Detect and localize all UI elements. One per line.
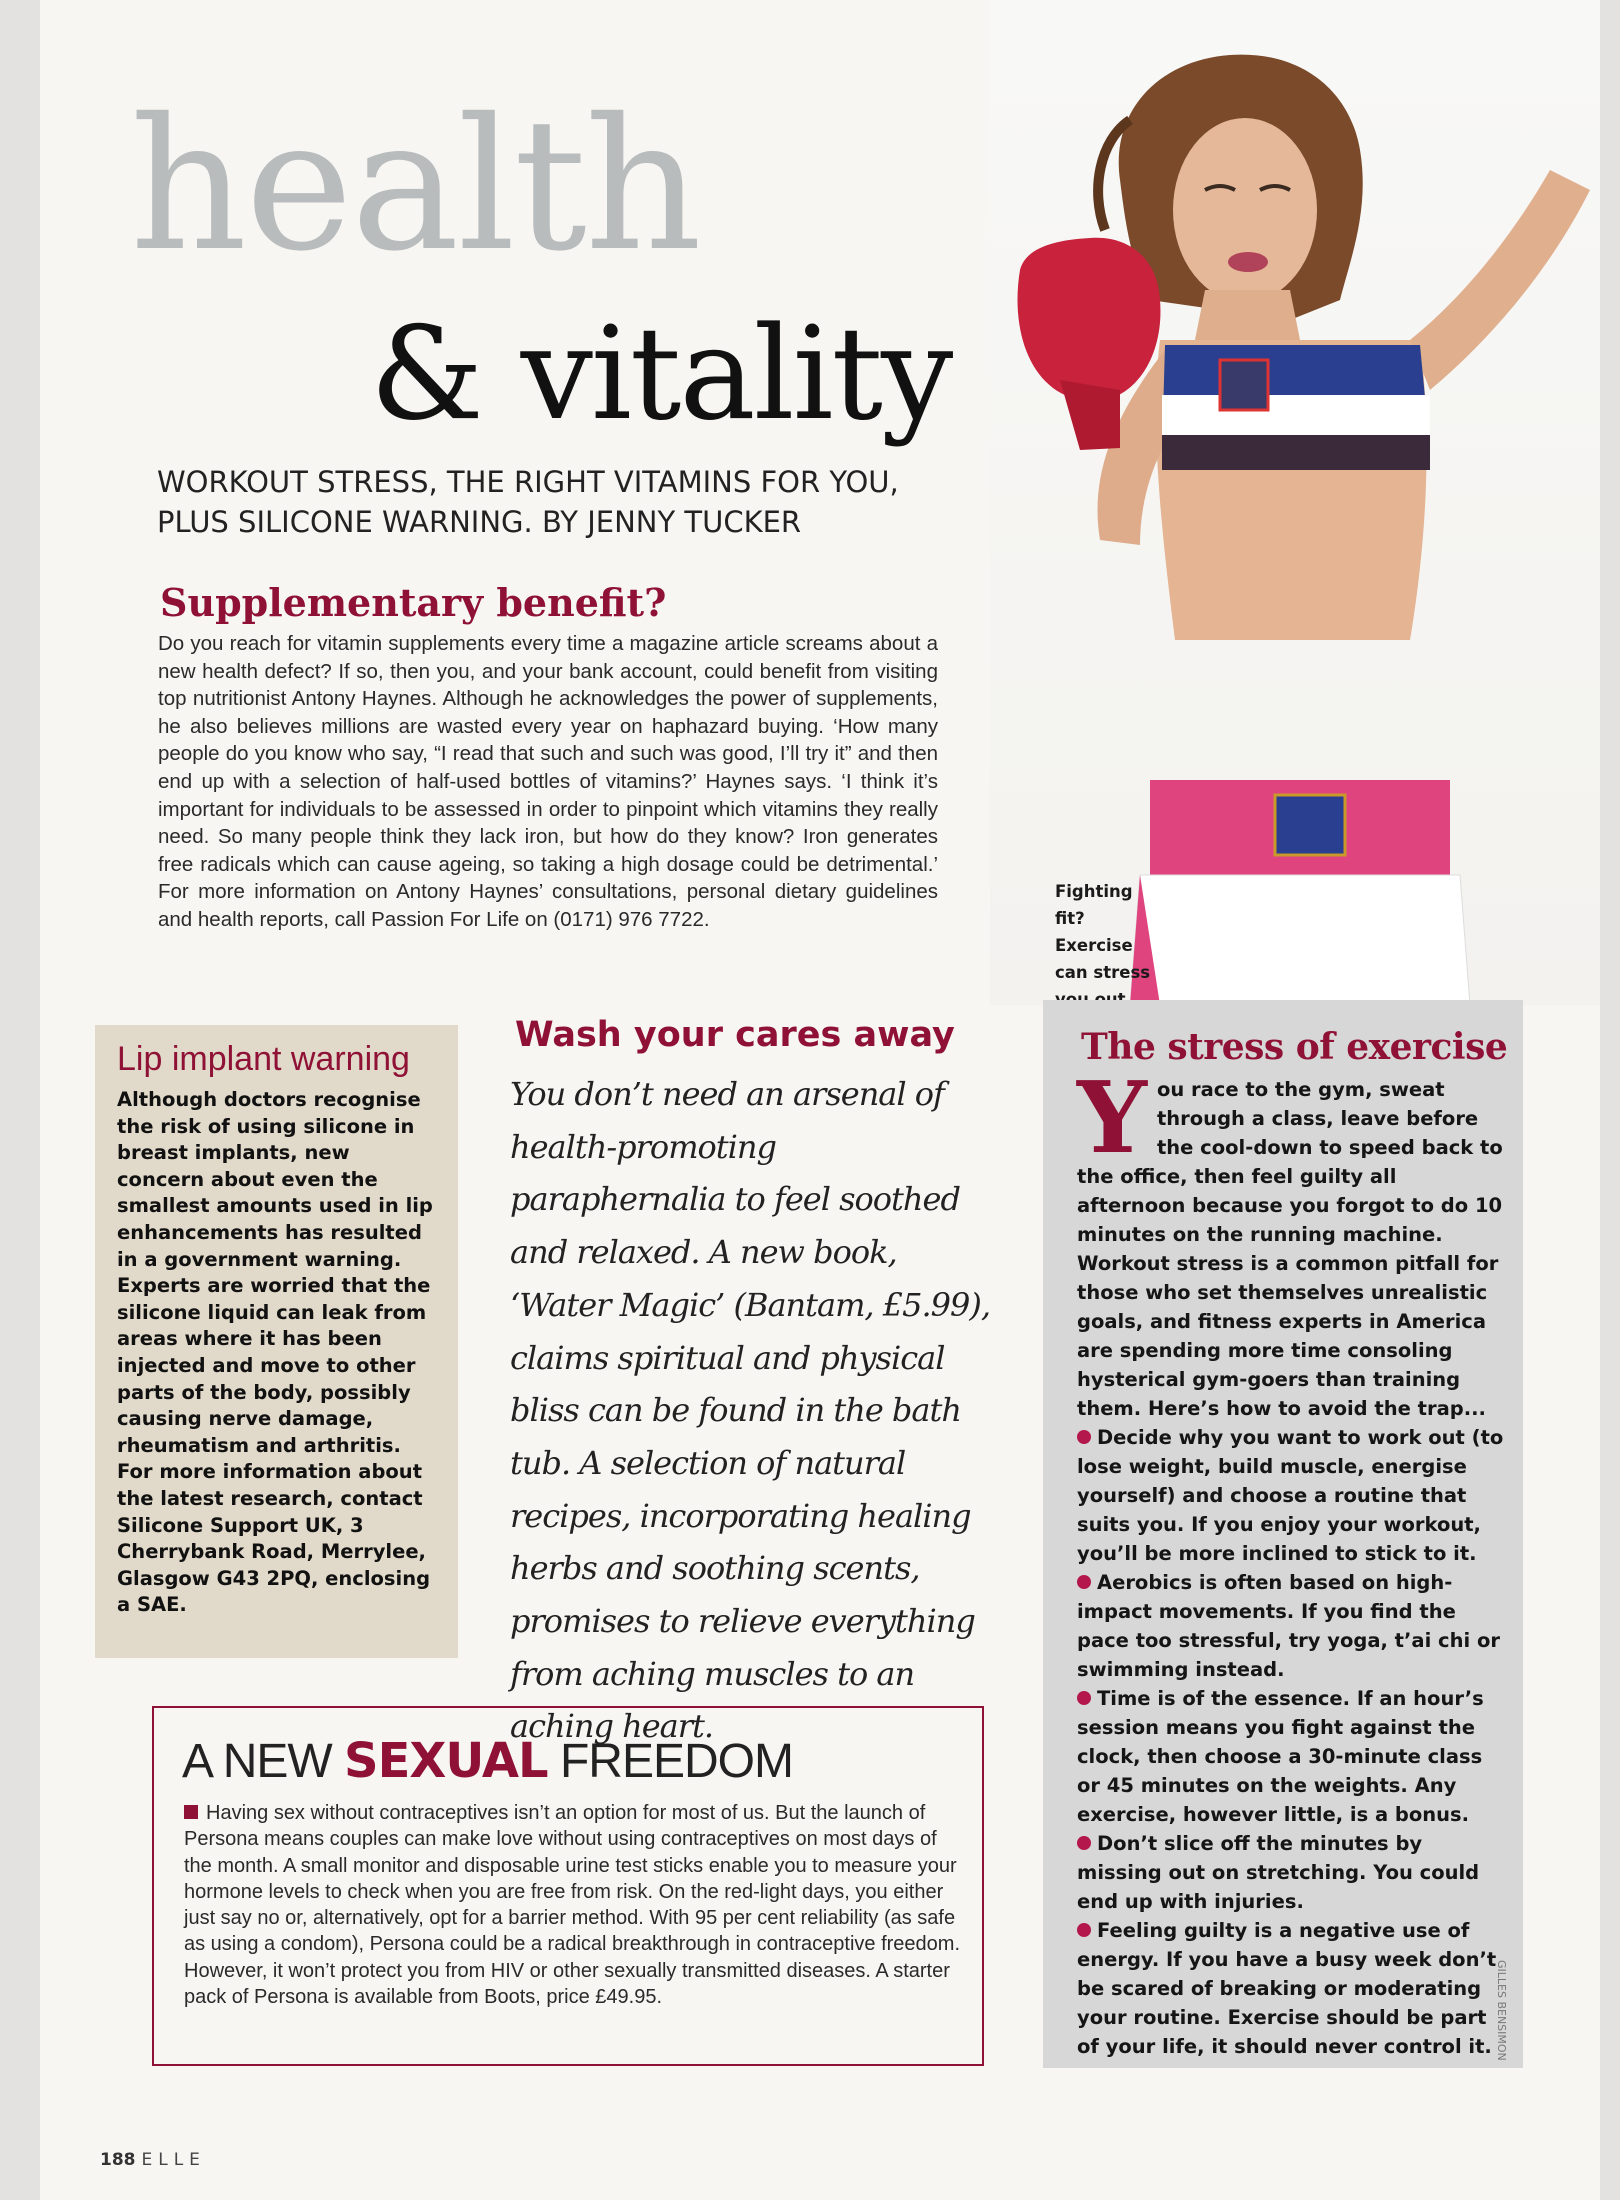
sexual-freedom-text: Having sex without contraceptives isn’t an option for most of us. But the launch of Persona means couples can make love without using contraceptives on most days of the month. A small monitor and disposable urine test sticks enable you to measure your hormone levels to check when you are free from risk. On the red-light days, you either just say no or, alternatively, opt for a barrier method. With 95 per cent reliability (as safe as using a condom), Persona could be a radical breakthrough in contraceptive freedom. However, it won’t protect you from HIV or other sexually transmitted diseases. A starter pack of Persona is available from Boots, price £49.95. [184,1802,961,2009]
boxer-photo [990,0,1600,1005]
magazine-page [40,0,1600,2200]
wash-body: You don’t need an arsenal of health-promoting paraphernalia to feel soothed and relaxed. A new book, ‘Water Magic’ (Bantam, £5.99), claims spiritual and physical bliss can be found in the bath tub. A selection of natural recipes, incorporating healing herbs and soothing scents, promises to relieve everything from aching muscles to an aching heart. [510,1075,991,1746]
stress-heading: The stress of exercise [1081,1026,1508,1068]
boxer-illustration [990,0,1600,1005]
wash-heading: Wash your cares away [515,1015,955,1055]
heading-part-b: SEXUAL [344,1733,548,1789]
bullet-icon [1077,1430,1091,1444]
supplementary-body: Do you reach for vitamin supplements every time a magazine article screams about a new health defect? If so, then you, and your bank account, could benefit from visiting top nutritionist Antony Haynes. Although he acknowledges the power of supplements, he also believes millions are wasted every year on haphazard buying. ‘How many people do you know who say, “I read that such and such was good, I’ll try it” and then end up with a selection of half-used bottles of vitamins?’ Haynes says. ‘I think it’s important for individuals to be assessed in order to pinpoint which vitamins they really need. So many people think they lack iron, but how do they know? Iron generates free radicals which can cause ageing, so taking a high dosage could be detrimental.’ For more information on Antony Haynes’ consultations, personal dietary guidelines and health reports, call Passion For Life on (0171) 976 7722. [158,632,938,931]
page-number: 188 [100,2150,136,2170]
photo-credit: GILLES BENSIMON [1495,1960,1508,2061]
sexual-freedom-box [152,1706,984,2066]
stress-intro: ou race to the gym, sweat through a class, leave before the cool-down to speed back to the office, then feel guilty all afternoon because you forgot to do 10 minutes on the running machine. Workout stress is a common pitfall for those who set themselves unrealistic goals, and fitness experts in America are spending more time consoling hysterical gym-goers than training them. Here’s how to avoid the trap... [1077,1078,1503,1420]
title-health: health [130,79,700,291]
stress-tip: Aerobics is often based on high-impact movements. If you find the pace too stressful, try yoga, t’ai chi or swimming instead. [1077,1571,1500,1681]
stress-of-exercise-box [1043,1000,1523,2068]
square-marker-icon [184,1805,198,1819]
drop-cap: Y [1077,1061,1147,1176]
stress-tip: Feeling guilty is a negative use of energy. If you have a busy week don’t be scared of breaking or moderating your routine. Exercise should be part of your life, it should never control it. [1077,1919,1497,2058]
lip-implant-text: Although doctors recognise the risk of using silicone in breast implants, new concern about even the smallest amounts used in lip enhancements has resulted in a government warning. Experts are worried that the silicone liquid can leak from areas where it has been injected and move to other parts of the body, possibly causing nerve damage, rheumatism and arthritis. [117,1088,433,1457]
title-vitality: & vitality [370,300,952,449]
bullet-icon [1077,1836,1091,1850]
lip-implant-heading: Lip implant warning [117,1040,410,1078]
standfirst: WORKOUT STRESS, THE RIGHT VITAMINS FOR YOU, PLUS SILICONE WARNING. BY JENNY TUCKER [157,465,899,539]
bullet-icon [1077,1575,1091,1589]
stress-body [1077,1061,1505,2061]
lip-implant-body [117,1087,442,1619]
magazine-name: ELLE [141,2150,206,2170]
lip-implant-contact: For more information about the latest research, contact Silicone Support UK, 3 Cherrybank Road, Merrylee, Glasgow G43 2PQ, enclosing a SAE. [117,1460,431,1617]
bullet-icon [1077,1691,1091,1705]
sexual-freedom-heading [182,1733,793,1789]
folio [100,2150,206,2170]
stress-tip: Decide why you want to work out (to lose weight, build muscle, energise yourself) and choose a routine that suits you. If you enjoy your workout, you’ll be more inclined to stick to it. [1077,1426,1504,1565]
photo-caption: Fighting fit? Exercise can stress [1055,882,1151,982]
bullet-icon [1077,1923,1091,1937]
supplementary-heading: Supplementary benefit? [160,580,667,625]
stress-tip: Time is of the essence. If an hour’s session means you fight against the clock, then choose a 30-minute class or 45 minutes on the weights. Any exercise, however little, is a bonus. [1077,1687,1484,1826]
lip-implant-box [95,1025,458,1658]
heading-part-c: FREEDOM [559,1735,793,1788]
sexual-freedom-body [184,1800,966,2010]
stress-tip: Don’t slice off the minutes by missing out on stretching. You could end up with injuries. [1077,1832,1480,1913]
heading-part-a: A NEW [182,1735,332,1788]
